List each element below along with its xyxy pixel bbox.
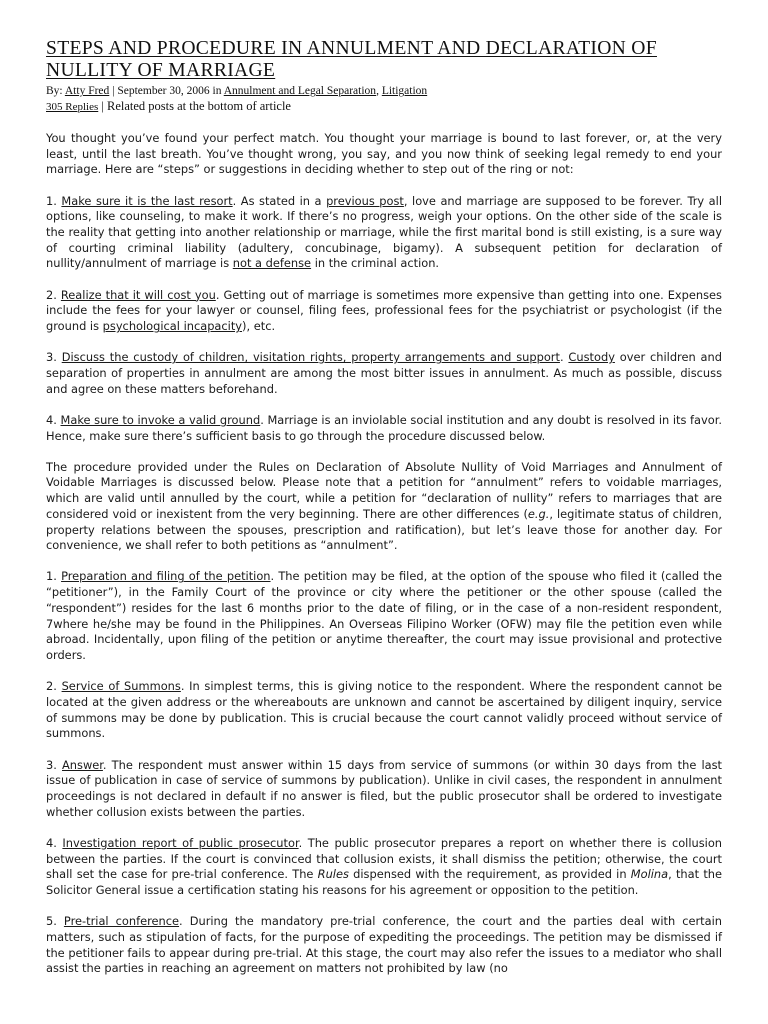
- step-number: 1.: [46, 193, 57, 208]
- procedure-1-paragraph: [46, 569, 722, 663]
- post-date: | September 30, 2006 in: [112, 85, 222, 97]
- step-text: . As stated in a: [232, 193, 322, 208]
- procedure-number: 1.: [46, 569, 57, 584]
- not-a-defense-link[interactable]: not a defense: [232, 256, 312, 271]
- by-label: By:: [46, 85, 63, 97]
- procedure-4-paragraph: [46, 836, 722, 899]
- step-2-paragraph: [46, 288, 722, 335]
- step-number: 4.: [46, 412, 57, 427]
- step-text: . Marriage is an inviolable social institution and any doubt is resolved in its favor. Hence, make sure there’s sufficient basis to go through the procedure discussed below.: [46, 412, 722, 443]
- procedure-1-link[interactable]: Preparation and filing of the petition: [61, 569, 271, 584]
- step-text: over children and separation of properties in annulment are among the most bitter issues in annulment. As much as possible, discuss and agree on these matters beforehand.: [46, 350, 722, 396]
- molina-emphasis: Molina: [630, 867, 669, 882]
- step-4-link[interactable]: Make sure to invoke a valid ground: [60, 412, 261, 427]
- step-text: , love and marriage are supposed to be forever. Try all options, like counseling, to make it work. If there’s no progress, weigh your options. On the other side of the scale is the reality that getting into another relationship or marriage, while the first marital bond is still existing, is a sure way of courting criminal liability (adultery, concubinage, bigamy). A subsequent petition for declaration of nullity/annulment of marriage is: [46, 193, 722, 271]
- procedure-2-link[interactable]: Service of Summons: [61, 679, 181, 694]
- procedure-text: . The public prosecutor prepares a report on whether there is collusion between the parties. If the court is convinced that collusion exists, it shall dismiss the petition; otherwise, the court shall set the case for pre-trial conference. The: [46, 835, 723, 882]
- psychological-incapacity-link[interactable]: psychological incapacity: [102, 319, 243, 334]
- procedure-2-paragraph: [46, 679, 722, 742]
- step-2-link[interactable]: Realize that it will cost you: [60, 287, 216, 302]
- step-number: 3.: [46, 350, 57, 365]
- step-text: in the criminal action.: [314, 256, 440, 271]
- byline: [46, 84, 722, 98]
- step-text: . Getting out of marriage is sometimes more expensive than getting into one. Expenses include the fees for your lawyer or counsel, filing fees, professional fees for the psychiatrist or psychologist (if the ground is: [46, 287, 722, 334]
- procedure-3-paragraph: [46, 758, 722, 821]
- related-note: | Related posts at the bottom of article: [101, 99, 291, 113]
- category-link-annulment[interactable]: Annulment and Legal Separation: [223, 85, 377, 97]
- procedure-text: , legitimate status of children, property relations between the spouses, prescription and ratification), but let’s leave those for another day. For convenience, we shall refer to both petitions as “annulment”.: [46, 506, 722, 553]
- article: [46, 38, 722, 992]
- step-1-link[interactable]: Make sure it is the last resort: [61, 193, 233, 208]
- procedure-eg: e.g.: [527, 506, 550, 521]
- step-number: 2.: [46, 287, 57, 302]
- intro-paragraph: You thought you’ve found your perfect match. You thought your marriage is bound to last forever, or, at the very least, until the last breath. You’ve thought wrong, you say, and you now think of seeking legal remedy to end your marriage. Here are “steps” or suggestions in deciding whether to step out of the ring or not:: [46, 131, 722, 177]
- procedure-number: 4.: [46, 835, 57, 850]
- procedure-text: The procedure provided under the Rules on Declaration of Absolute Nullity of Void Marriages and Annulment of Voidable Marriages is discussed below. Please note that a petition for “annulment” refers to voidable marriages, which are valid until annulled by the court, while a petition for “declaration of nullity” refers to marriages that are considered void or inexistent from the very beginning. There are other differences (: [46, 459, 722, 521]
- procedure-number: 5.: [46, 914, 57, 929]
- category-link-litigation[interactable]: Litigation: [381, 85, 428, 97]
- procedure-text: . During the mandatory pre-trial conference, the court and the parties deal with certain matters, such as stipulation of facts, for the purpose of expediting the proceedings. The petition may be dismissed if the petitioner fails to appear during pre-trial. At this stage, the court may also refer the issues to a mediator who shall assist the parties in reaching an agreement on matters not prohibited by law (no: [46, 914, 723, 976]
- replies-line: [46, 98, 722, 116]
- step-3-paragraph: [46, 350, 722, 397]
- procedure-intro-paragraph: [46, 460, 722, 554]
- author-link[interactable]: Atty Fred: [64, 85, 110, 97]
- procedure-text: . In simplest terms, this is giving notice to the respondent. Where the respondent cannot be located at the given address or the whereabouts are unknown and cannot be ascertained by diligent inquiry, service of summons may be done by publication. This is crucial because the court cannot validly proceed without service of summons.: [46, 679, 722, 741]
- custody-link[interactable]: Custody: [568, 350, 615, 365]
- procedure-4-link[interactable]: Investigation report of public prosecutor: [62, 835, 299, 850]
- previous-post-link[interactable]: previous post: [326, 193, 404, 208]
- procedure-text: . The petition may be filed, at the option of the spouse who filed it (called the “petitioner”), in the Family Court of the province or city where the petitioner or the other spouse (called the “respondent”) resides for the last 6 months prior to the date of filing, or in the case of a non-resident respondent, 7where he/she may be found in the Philippines. An Overseas Filipino Worker (OFW) may file the petition even while abroad. Incidentally, upon filing of the petition or anytime thereafter, the court may issue provisional and protective orders.: [46, 569, 722, 662]
- step-3-link[interactable]: Discuss the custody of children, visitation rights, property arrangements and support: [61, 350, 560, 365]
- article-body: [46, 131, 722, 977]
- procedure-5-paragraph: [46, 914, 722, 977]
- procedure-number: 3.: [46, 757, 57, 772]
- replies-link[interactable]: 305 Replies: [46, 101, 99, 113]
- rules-emphasis: Rules: [317, 867, 349, 882]
- procedure-text: . The respondent must answer within 15 days from service of summons (or within 30 days from the last issue of publication in case of service of summons by publication). Unlike in civil cases, the respondent in annulment proceedings is not declared in default if no answer is filed, but the public prosecutor shall be ordered to investigate whether collusion exists between the parties.: [46, 757, 722, 819]
- procedure-number: 2.: [46, 679, 57, 694]
- procedure-3-link[interactable]: Answer: [62, 757, 103, 772]
- article-title: STEPS AND PROCEDURE IN ANNULMENT AND DECLARATION OF NULLITY OF MARRIAGE: [46, 38, 657, 81]
- procedure-text: , that the Solicitor General issue a certification stating his reasons for his agreement or opposition to the petition.: [46, 867, 723, 897]
- procedure-text: dispensed with the requirement, as provided in: [353, 867, 627, 882]
- procedure-5-link[interactable]: Pre-trial conference: [63, 914, 180, 929]
- step-text: ), etc.: [242, 319, 276, 334]
- step-4-paragraph: [46, 413, 722, 444]
- step-1-paragraph: [46, 194, 722, 273]
- category-separator: ,: [376, 85, 379, 97]
- step-text: .: [559, 350, 564, 365]
